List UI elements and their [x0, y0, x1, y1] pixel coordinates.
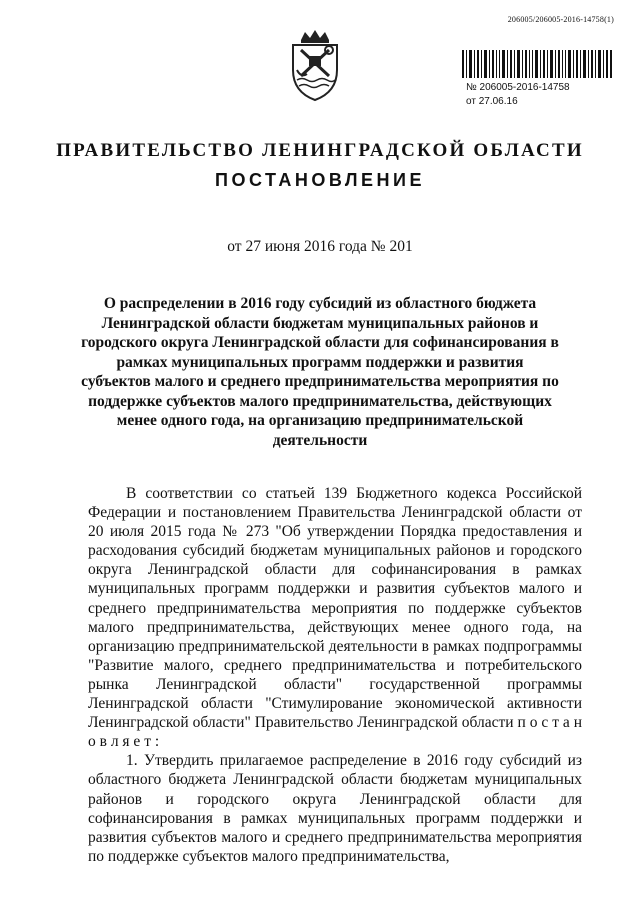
document-subject: О распределении в 2016 году субсидий из областного бюджета Ленинградской области бюджетам муниципальных районов и городского округа Ленинградской области для софинансирования в рамках муниципальных программ поддержки и развития субъектов малого и среднего предпринимательства мероприятия по поддержке субъектов малого предпринимательства, действующих менее одного года, на организацию предпринимательской деятельности — [81, 295, 559, 449]
document-code: 206005/206005-2016-14758(1) — [507, 15, 614, 24]
registration-date: от 27.06.16 — [466, 96, 518, 107]
item-1-paragraph: 1. Утвердить прилагаемое распределение в 2016 году субсидий из областного бюджета Ленинградской области бюджетам муниципальных районов и городского округа Ленинградской области для софинансирования в рамках муниципальных программ поддержки и развития субъектов малого и среднего предпринимательства мероприятия по поддержке субъектов малого предпринимательства, — [88, 752, 582, 865]
issuing-authority: ПРАВИТЕЛЬСТВО ЛЕНИНГРАДСКОЙ ОБЛАСТИ — [56, 140, 584, 161]
document-type: ПОСТАНОВЛЕНИЕ — [215, 170, 425, 190]
coat-of-arms-icon — [285, 30, 345, 102]
registration-number: № 206005-2016-14758 — [466, 82, 570, 93]
registration-info — [466, 81, 570, 109]
document-body — [88, 484, 582, 866]
document-date-number: от 27 июня 2016 года № 201 — [227, 238, 413, 255]
preamble-paragraph: В соответствии со статьей 139 Бюджетного кодекса Российской Федерации и постановлением Правительства Ленинградской области от 20 июля 2015 года № 273 "Об утверждении Порядка предоставления и расходования субсидий бюджетам муниципальных районов и городского округа Ленинградской области для софинансирования в рамках муниципальных программ поддержки и развития субъектов малого и среднего предпринимательства мероприятия по поддержке субъектов малого предпринимательства, действующих менее одного года, на организацию предпринимательской деятельности в рамках подпрограммы "Развитие малого, среднего предпринимательства и потребительского рынка Ленинградской области" государственной программы Ленинградской области "Стимулирование экономической активности Ленинградской области" Правительство Ленинградской области п о с т а н о в л я е т : — [88, 485, 582, 751]
barcode-icon — [462, 50, 612, 78]
